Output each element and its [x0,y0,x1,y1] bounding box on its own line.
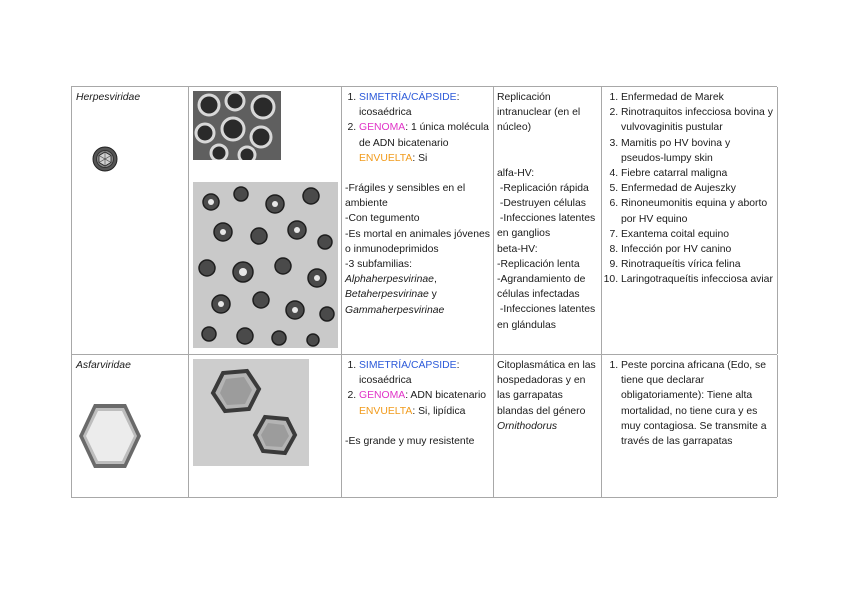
replication-line: -Infecciones latentes en glándulas [497,304,599,331]
list-item: 5. Enfermedad de Aujeszky [621,181,775,196]
structure-cell [342,355,494,497]
disease-list [605,90,775,288]
image-cell [189,355,342,497]
note-line: -Con tegumento [345,213,420,225]
replication-line: -Agrandamiento de células infectadas [497,274,586,301]
list-item: 7. Exantema coital equino [621,227,775,242]
replication-text: Citoplasmática en las hospedadoras y en las garrapatas blandas del género Ornithodorus [497,360,596,432]
asfar-hexagon-icon [77,402,143,470]
symmetry-item: 1. SIMETRÍA/CÁPSIDE: icosaédrica [359,358,491,388]
list-item: 8. Infección por HV canino [621,242,775,257]
list-item: 6. Rinoneumonitis equina y aborto por HV equino [621,196,775,226]
micrograph [193,359,309,466]
micrograph-bottom [193,182,338,348]
family-name: Herpesviridae [76,92,141,103]
replication-line: -Destruyen células [497,198,586,210]
list-item: 1. Peste porcina africana (Edo, se tiene que declarar obligatoriamente): Tiene alta mortalidad, no tiene cura y es muy contagiosa. Se transmite a través de las garrapatas [621,358,775,449]
herpes-virion-icon [92,146,118,172]
note-line: -3 subfamilias: [345,259,412,271]
family-cell [72,87,189,354]
replication-line: -Infecciones latentes en ganglios [497,213,599,240]
replication-line: -Replicación lenta [497,258,580,270]
micrograph-top [193,91,281,160]
list-item: 9. Rinotraqueítis vírica felina [621,257,775,272]
replication-line: alfa-HV: [497,167,535,179]
family-name: Asfarviridae [76,360,131,371]
genome-item: 2. GENOMA: 1 única molécula de ADN bicatenario ENVUELTA: Si [359,120,491,166]
subfamily-line: Alphaherpesvirinae, [345,274,437,286]
disease-list [605,358,775,449]
list-item: 10. Laringotraqueítis infecciosa aviar [621,272,775,287]
note-line: -Es mortal en animales jóvenes o inmunodeprimidos [345,228,490,255]
list-item: 4. Fiebre catarral maligna [621,166,775,181]
replication-cell [494,87,602,354]
table-row [71,354,777,498]
subfamily-line: Gammaherpesvirinae [345,304,445,316]
virion-cluster-graphic [193,91,281,160]
genome-item: 2. GENOMA: ADN bicatenario ENVUELTA: Si, lipídica [359,388,491,418]
replication-intro: Replicación intranuclear (en el núcleo) [497,92,581,134]
diseases-cell [602,355,778,497]
diseases-cell [602,87,778,354]
replication-line: -Replicación rápida [497,182,589,194]
virus-table [71,86,777,498]
image-cell [189,87,342,354]
list-item: 3. Mamitis po HV bovina y pseudos-lumpy skin [621,136,775,166]
list-item: 2. Rinotraquitos infecciosa bovina y vulvovaginitis pustular [621,105,775,135]
symmetry-item: 1. SIMETRÍA/CÁPSIDE: icosaédrica [359,90,491,120]
structure-list [345,90,491,166]
note-line: -Es grande y muy resistente [345,435,475,447]
structure-cell [342,87,494,354]
asfar-virion-graphic [193,359,309,466]
family-cell [72,355,189,497]
replication-cell [494,355,602,497]
note-line: -Frágiles y sensibles en el ambiente [345,183,466,210]
table-row [71,86,777,354]
list-item: 1. Enfermedad de Marek [621,90,775,105]
subfamily-line: Betaherpesvirinae y [345,289,437,301]
virion-field-graphic [193,182,338,348]
structure-list [345,358,491,419]
replication-line: beta-HV: [497,243,538,255]
